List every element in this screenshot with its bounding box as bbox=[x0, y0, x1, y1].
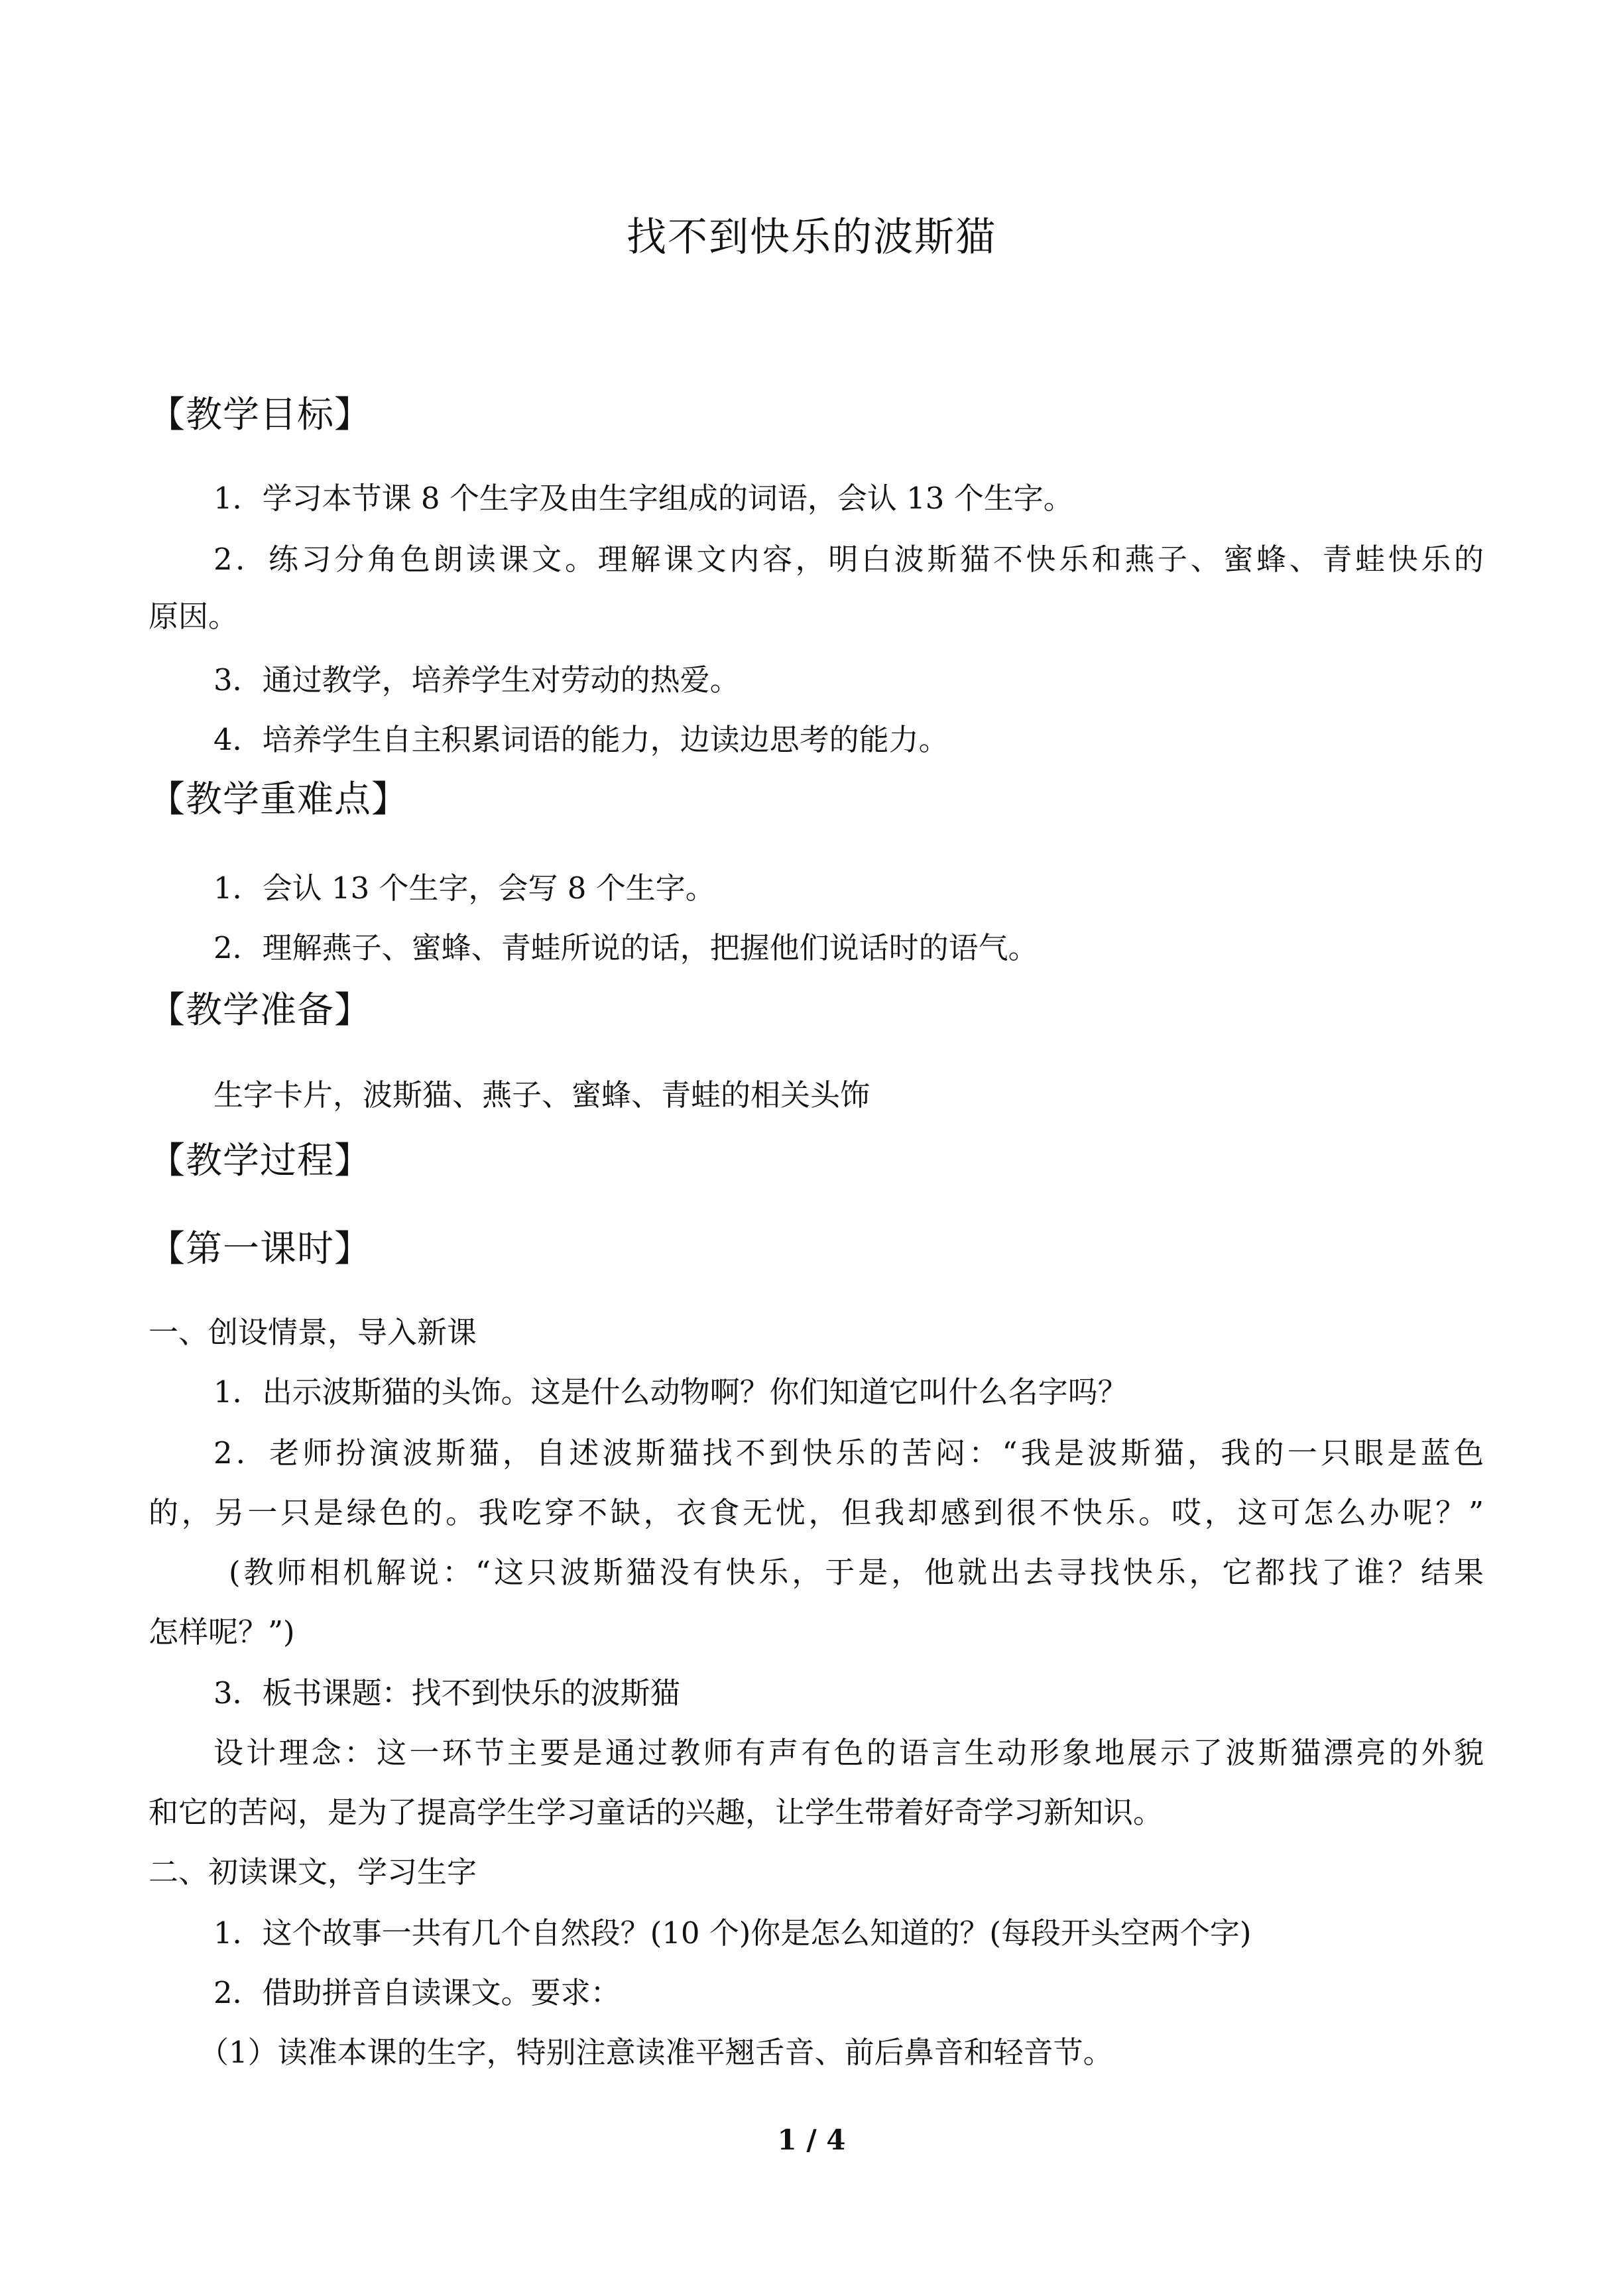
document-title: 找不到快乐的波斯猫 bbox=[627, 214, 996, 261]
goal-line-2-cont: 原因。 bbox=[149, 599, 239, 634]
part2-line-1: 1．这个故事一共有几个自然段？(10 个)你是怎么知道的？(每段开头空两个字) bbox=[213, 1915, 1252, 1951]
part2-title: 二、初读课文，学习生字 bbox=[149, 1854, 477, 1890]
part2-line-3: （1）读准本课的生字，特别注意读准平翘舌音、前后鼻音和轻音节。 bbox=[199, 2035, 1113, 2070]
page-number: 1 / 4 bbox=[777, 2124, 846, 2156]
prep-heading: 【教学准备】 bbox=[149, 989, 372, 1031]
key-point-2: 2．理解燕子、蜜蜂、青蛙所说的话，把握他们说话时的语气。 bbox=[213, 930, 1038, 965]
goal-line-4: 4．培养学生自主积累词语的能力，边读边思考的能力。 bbox=[213, 722, 949, 757]
goal-line-2: 2．练习分角色朗读课文。理解课文内容，明白波斯猫不快乐和燕子、蜜蜂、青蛙快乐的 bbox=[213, 542, 1484, 577]
process-heading: 【教学过程】 bbox=[149, 1139, 372, 1181]
part1-line-4: (教师相机解说：“这只波斯猫没有快乐，于是，他就出去寻找快乐，它都找了谁？结果 bbox=[229, 1555, 1484, 1590]
part1-line-6: 3．板书课题：找不到快乐的波斯猫 bbox=[213, 1675, 680, 1711]
key-points-heading: 【教学重难点】 bbox=[149, 778, 409, 820]
lesson1-heading: 【第一课时】 bbox=[149, 1227, 372, 1270]
part1-line-2: 2．老师扮演波斯猫，自述波斯猫找不到快乐的苦闷：“我是波斯猫，我的一只眼是蓝色 bbox=[213, 1435, 1484, 1471]
goal-line-1: 1．学习本节课 8 个生字及由生字组成的词语，会认 13 个生字。 bbox=[213, 481, 1073, 516]
part1-line-3: 的，另一只是绿色的。我吃穿不缺，衣食无忧，但我却感到很不快乐。哎，这可怎么办呢？” bbox=[149, 1495, 1484, 1530]
prep-text: 生字卡片，波斯猫、燕子、蜜蜂、青蛙的相关头饰 bbox=[213, 1077, 871, 1113]
part2-line-2: 2．借助拼音自读课文。要求： bbox=[213, 1975, 621, 2010]
key-point-1: 1．会认 13 个生字，会写 8 个生字。 bbox=[213, 871, 715, 906]
part1-title: 一、创设情景，导入新课 bbox=[149, 1315, 477, 1350]
part1-line-5: 怎样呢？”) bbox=[149, 1614, 295, 1650]
part1-line-8: 和它的苦闷，是为了提高学生学习童话的兴趣，让学生带着好奇学习新知识。 bbox=[149, 1795, 1164, 1830]
part1-line-1: 1．出示波斯猫的头饰。这是什么动物啊？你们知道它叫什么名字吗？ bbox=[213, 1374, 1128, 1410]
part1-line-7: 设计理念：这一环节主要是通过教师有声有色的语言生动形象地展示了波斯猫漂亮的外貌 bbox=[213, 1735, 1484, 1770]
goal-line-3: 3．通过教学，培养学生对劳动的热爱。 bbox=[213, 662, 740, 697]
goals-heading: 【教学目标】 bbox=[149, 393, 372, 436]
